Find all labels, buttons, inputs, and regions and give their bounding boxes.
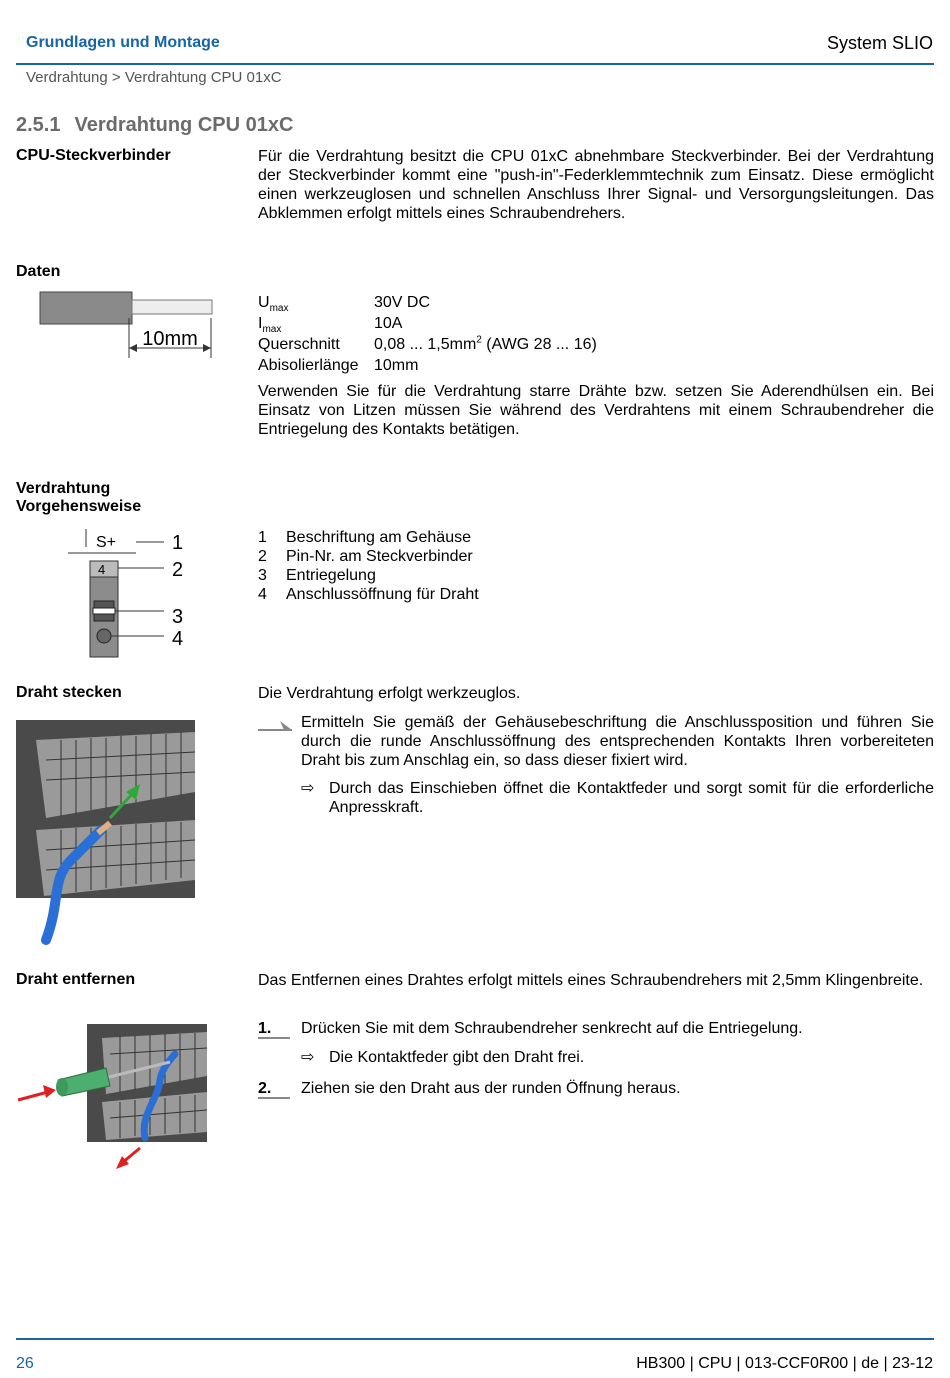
data-text: Verwenden Sie für die Verdrahtung starre Drähte bzw. setzen Sie Aderendhülsen ein. Bei Einsatz von Litzen müssen Sie während des Verdrahtens mit einem Schraubendreher die Entriegelung des Kontakts betätigen. — [258, 383, 934, 438]
wire-strip-figure — [36, 288, 216, 363]
remove-step-1: 1. Drücken Sie mit dem Schraubendreher senkrecht auf die Entriegelung. — [258, 1020, 803, 1037]
release-lever — [93, 608, 115, 614]
section-title: Verdrahtung CPU 01xC — [74, 114, 294, 136]
step-number-1: 1. — [258, 1019, 290, 1039]
remove-step-2: 2. Ziehen sie den Draht aus der runden Öffnung heraus. — [258, 1080, 681, 1097]
result-arrow-icon: ⇨ — [301, 780, 315, 797]
procedure-list — [258, 528, 479, 604]
connector-text: Für die Verdrahtung besitzt die CPU 01xC abnehmbare Steckverbinder. Bei der Verdrahtung der Steckverbinder kommt eine "push-in"-Federklemmtechnik zum Einsatz. Diese ermöglicht einen werkzeuglosen und schnellen Anschluss Ihrer Signal- und Versorgungsleitungen. Das Abklemmen erfolgt mittels eines Schraubendrehers. — [258, 148, 934, 222]
wire-insulation — [40, 292, 132, 324]
screwdriver-end — [56, 1078, 68, 1096]
callout-4: 4 — [172, 628, 184, 650]
spec-row-cross: Querschnitt 0,08 ... $1,5mm^2$ (AWG 28 ... 16) — [258, 334, 597, 353]
spec-cross-value: 0,08 ... $1,5mm^2$ (AWG 28 ... 16) — [374, 334, 597, 353]
list-item: 3 Entriegelung — [258, 567, 376, 584]
diagram-label-pin: 4 — [98, 562, 106, 577]
list-item: 4 Anschlussöffnung für Draht — [258, 586, 479, 603]
spec-row-imax: $I_{max}$ 10A — [258, 313, 597, 334]
spec-umax-value: 30V DC — [374, 294, 431, 311]
section-number: 2.5.1 — [16, 114, 61, 136]
list-item: 2 Pin-Nr. am Steckverbinder — [258, 548, 473, 565]
remove-wire-figure — [10, 1020, 220, 1175]
step-arrow-icon — [258, 713, 292, 733]
breadcrumb: Verdrahtung > Verdrahtung CPU 01xC — [26, 69, 282, 86]
callout-1: 1 — [172, 532, 184, 554]
spec-strip-value: 10mm — [374, 357, 419, 374]
callout-3: 3 — [172, 606, 184, 628]
list-item: 1 Beschriftung am Gehäuse — [258, 529, 471, 546]
spec-imax-value: 10A — [374, 315, 403, 332]
result-arrow-icon-2: ⇨ — [301, 1049, 315, 1066]
header-divider — [16, 63, 934, 65]
spec-row-umax: $U_{max}$ 30V DC — [258, 292, 597, 313]
header-product: System SLIO — [826, 33, 933, 53]
data-label: Daten — [16, 263, 61, 280]
doc-id: HB300 | CPU | 013-CCF0R00 | de | 23-12 — [636, 1355, 933, 1372]
insert-intro: Die Verdrahtung erfolgt werkzeuglos. — [258, 685, 521, 702]
dim-label: 10mm — [142, 328, 198, 350]
connector-label: CPU-Steckverbinder — [16, 147, 171, 164]
footer-divider — [16, 1338, 934, 1340]
dim-arrow-right — [203, 344, 211, 352]
insert-label: Draht stecken — [16, 684, 122, 701]
spec-table — [258, 292, 597, 376]
push-arrow — [18, 1092, 48, 1100]
procedure-label: Verdrahtung Vorgehensweise — [16, 480, 142, 515]
dim-arrow-left — [129, 344, 137, 352]
page-number: 26 — [16, 1355, 34, 1372]
header-section: Grundlagen und Montage — [26, 34, 220, 51]
step-number-2: 2. — [258, 1079, 290, 1099]
diagram-label-top: S+ — [96, 534, 117, 551]
callout-2: 2 — [172, 559, 184, 581]
section-heading — [16, 114, 293, 137]
wire-conductor — [132, 300, 212, 314]
insert-step: Ermitteln Sie gemäß der Gehäusebeschriftung die Anschlussposition und führen Sie durch die runde Anschlussöffnung des entsprechenden Kontakts Ihren vorbereiteten Draht bis zum Anschlag ein, so dass dieser fixiert wird. — [258, 713, 934, 770]
insert-result: ⇨ Durch das Einschieben öffnet die Kontaktfeder und sorgt somit für die erforderliche Anpresskraft. — [301, 780, 934, 816]
remove-intro: Das Entfernen eines Drahtes erfolgt mittels eines Schraubendrehers mit 2,5mm Klingenbreite. — [258, 972, 924, 989]
spec-row-strip: Abisolierlänge 10mm — [258, 355, 597, 376]
terminal-diagram — [60, 525, 200, 665]
remove-result: ⇨ Die Kontaktfeder gibt den Draht frei. — [301, 1049, 585, 1066]
figure-margin — [196, 720, 231, 948]
insert-wire-figure — [16, 720, 231, 948]
remove-label: Draht entfernen — [16, 971, 136, 988]
wire-opening — [97, 629, 111, 643]
push-arrow-head — [43, 1085, 56, 1098]
